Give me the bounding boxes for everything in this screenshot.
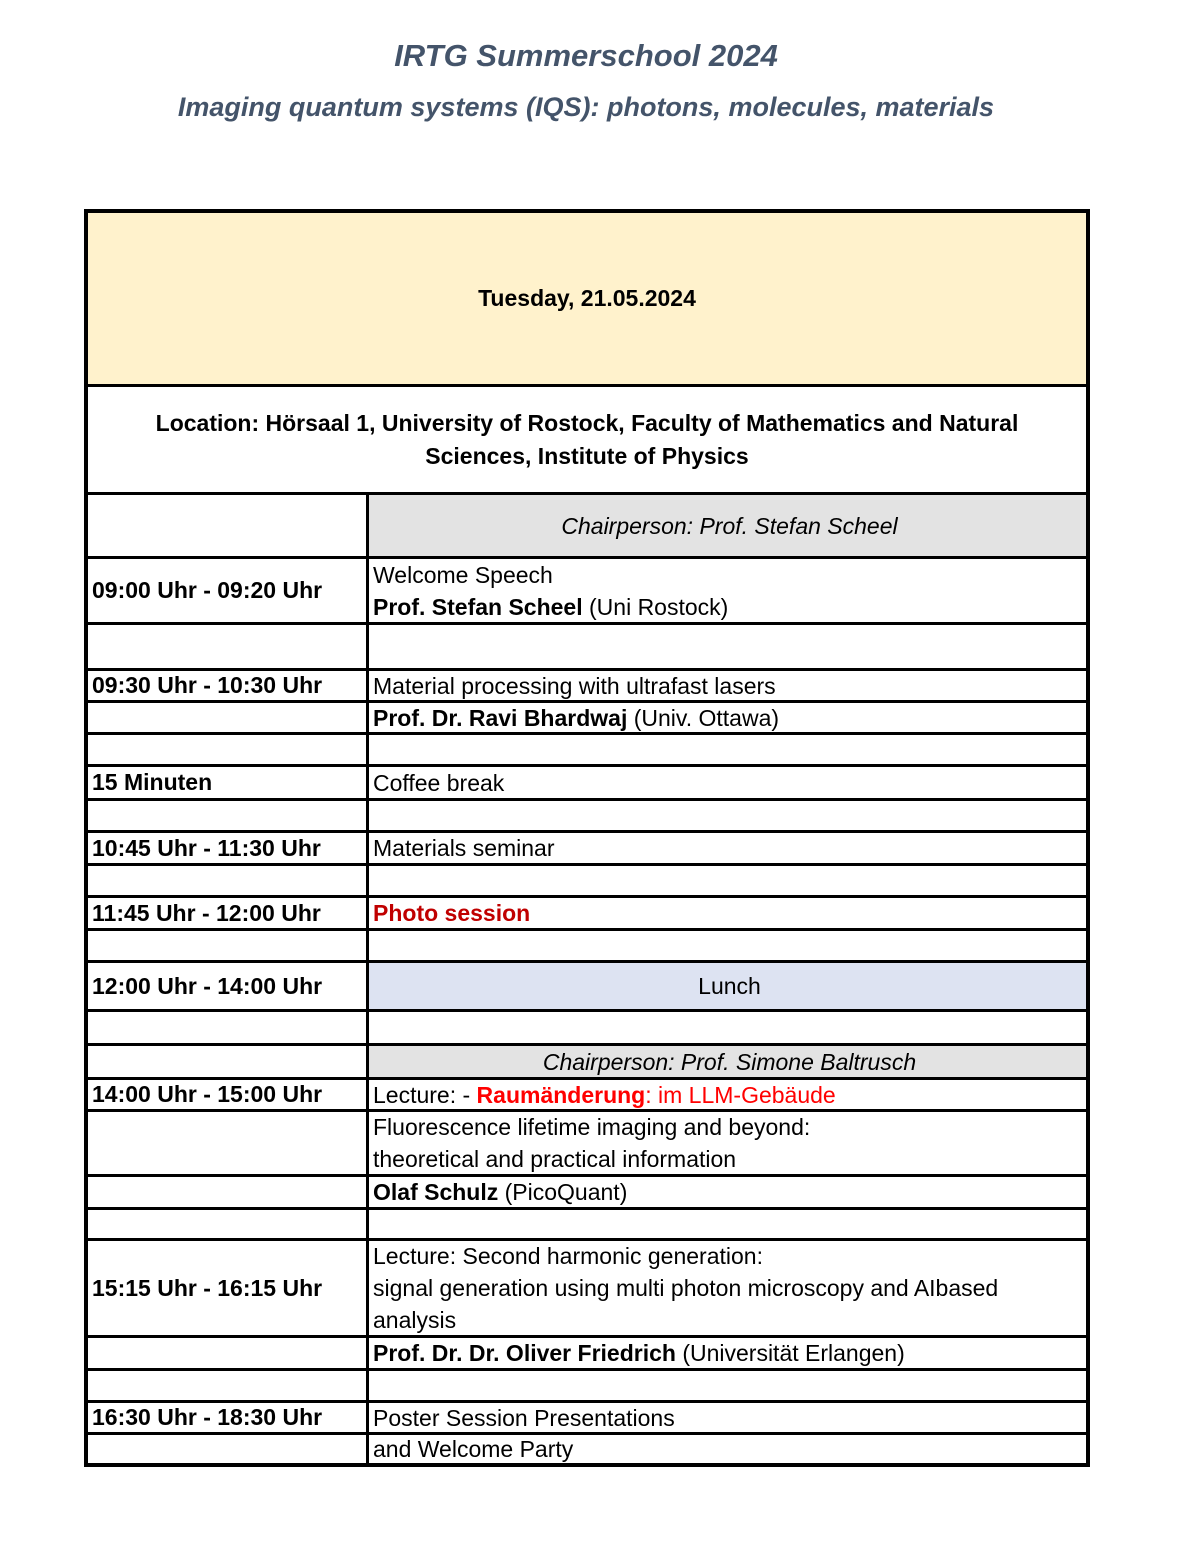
table-row (88, 1177, 1086, 1210)
content-cell (369, 1012, 1086, 1043)
session-description: Fluorescence lifetime imaging and beyond: (373, 1114, 811, 1140)
speaker-affiliation: (Universität Erlangen) (675, 1340, 905, 1366)
session-title: Welcome Speech (373, 561, 553, 588)
content-cell (369, 625, 1086, 668)
session-title: Lecture: Second harmonic generation: (373, 1243, 763, 1269)
content-cell (369, 767, 1086, 798)
table-row (88, 963, 1086, 1012)
chairperson-label: Chairperson: Prof. Simone Baltrusch (542, 1048, 917, 1075)
content-cell (369, 1241, 1086, 1335)
content-cell (369, 735, 1086, 764)
content-cell (369, 1371, 1086, 1400)
table-row (88, 703, 1086, 735)
time-cell (88, 1210, 369, 1238)
table-row-empty (88, 1210, 1086, 1241)
content-cell (369, 671, 1086, 700)
content-cell (369, 703, 1086, 732)
content-cell (369, 1080, 1086, 1109)
chairperson-cell (369, 1046, 1086, 1077)
chairperson-cell (369, 495, 1086, 556)
table-row (88, 1338, 1086, 1371)
time-cell (88, 1177, 369, 1207)
table-row (88, 833, 1086, 866)
lecture-prefix: Lecture: - (373, 1081, 477, 1108)
content-cell (369, 866, 1086, 895)
room-change-detail: : im LLM-Gebäude (645, 1081, 836, 1108)
time-cell (88, 931, 369, 960)
time-cell: 16:30 Uhr - 18:30 Uhr (88, 1403, 369, 1432)
content-cell (369, 1177, 1086, 1207)
time-cell (88, 866, 369, 895)
speaker-affiliation: (Uni Rostock) (582, 593, 729, 620)
session-title: Materials seminar (373, 835, 555, 861)
table-row-empty (88, 735, 1086, 767)
content-cell (369, 1112, 1086, 1174)
content-cell (369, 801, 1086, 830)
speaker-name: Prof. Stefan Scheel (373, 593, 583, 620)
day-label: Tuesday, 21.05.2024 (478, 285, 696, 311)
time-cell (88, 1046, 369, 1077)
speaker-name: Prof. Dr. Ravi Bhardwaj (373, 704, 628, 731)
time-cell (88, 1112, 369, 1174)
table-row (88, 559, 1086, 625)
speaker-name: Prof. Dr. Dr. Oliver Friedrich (373, 1340, 676, 1366)
location-line-2: Sciences, Institute of Physics (425, 442, 749, 469)
time-cell (88, 625, 369, 668)
time-cell (88, 1371, 369, 1400)
table-row (88, 898, 1086, 931)
time-cell (88, 1338, 369, 1368)
table-row-empty (88, 625, 1086, 671)
page-subtitle: Imaging quantum systems (IQS): photons, molecules, materials (177, 92, 995, 122)
table-row (88, 1046, 1086, 1080)
content-cell (369, 898, 1086, 928)
location-line-1: Location: Hörsaal 1, University of Rostock, Faculty of Mathematics and Natural (155, 409, 1019, 436)
table-row-empty (88, 801, 1086, 833)
time-cell (88, 495, 369, 556)
content-cell (369, 833, 1086, 863)
time-cell (88, 1012, 369, 1043)
time-cell (88, 703, 369, 732)
session-description: and Welcome Party (373, 1436, 574, 1462)
content-cell (369, 1210, 1086, 1238)
table-row (88, 1241, 1086, 1338)
table-row (88, 1080, 1086, 1112)
speaker-name: Olaf Schulz (373, 1179, 499, 1205)
time-cell: 15:15 Uhr - 16:15 Uhr (88, 1241, 369, 1335)
table-row (88, 1112, 1086, 1177)
lunch-cell (369, 963, 1086, 1009)
chairperson-label: Chairperson: Prof. Stefan Scheel (561, 512, 898, 539)
table-row-empty (88, 866, 1086, 898)
session-title: Photo session (373, 900, 531, 926)
time-cell: 09:00 Uhr - 09:20 Uhr (88, 559, 369, 622)
time-cell (88, 801, 369, 830)
time-cell: 09:30 Uhr - 10:30 Uhr (88, 671, 369, 700)
time-cell: 10:45 Uhr - 11:30 Uhr (88, 833, 369, 863)
time-cell: 14:00 Uhr - 15:00 Uhr (88, 1080, 369, 1109)
room-change-label: Raumänderung (476, 1081, 646, 1108)
table-row (88, 767, 1086, 801)
time-cell: 12:00 Uhr - 14:00 Uhr (88, 963, 369, 1009)
session-description: analysis (373, 1307, 457, 1333)
session-title: Coffee break (373, 769, 505, 796)
table-row-empty (88, 1371, 1086, 1403)
content-cell (369, 1338, 1086, 1368)
content-cell (369, 559, 1086, 622)
day-header (88, 213, 1086, 387)
time-cell: 11:45 Uhr - 12:00 Uhr (88, 898, 369, 928)
time-cell (88, 1435, 369, 1463)
table-row (88, 495, 1086, 559)
session-title: Lunch (698, 973, 761, 999)
page-title: IRTG Summerschool 2024 (394, 38, 778, 73)
table-row-empty (88, 1012, 1086, 1046)
time-cell (88, 735, 369, 764)
table-row (88, 671, 1086, 703)
session-description: signal generation using multi photon microscopy and AIbased (373, 1275, 999, 1301)
session-description: theoretical and practical information (373, 1146, 737, 1172)
table-row-empty (88, 931, 1086, 963)
schedule-table (84, 209, 1090, 1467)
speaker-affiliation: (Univ. Ottawa) (627, 704, 780, 731)
session-title: Poster Session Presentations (373, 1404, 675, 1431)
content-cell (369, 1435, 1086, 1463)
session-title: Material processing with ultrafast lasers (373, 672, 776, 699)
speaker-affiliation: (PicoQuant) (498, 1179, 628, 1205)
content-cell (369, 1403, 1086, 1432)
location-row (88, 387, 1086, 495)
content-cell (369, 931, 1086, 960)
table-row (88, 1435, 1086, 1463)
table-row (88, 1403, 1086, 1435)
time-cell: 15 Minuten (88, 767, 369, 798)
